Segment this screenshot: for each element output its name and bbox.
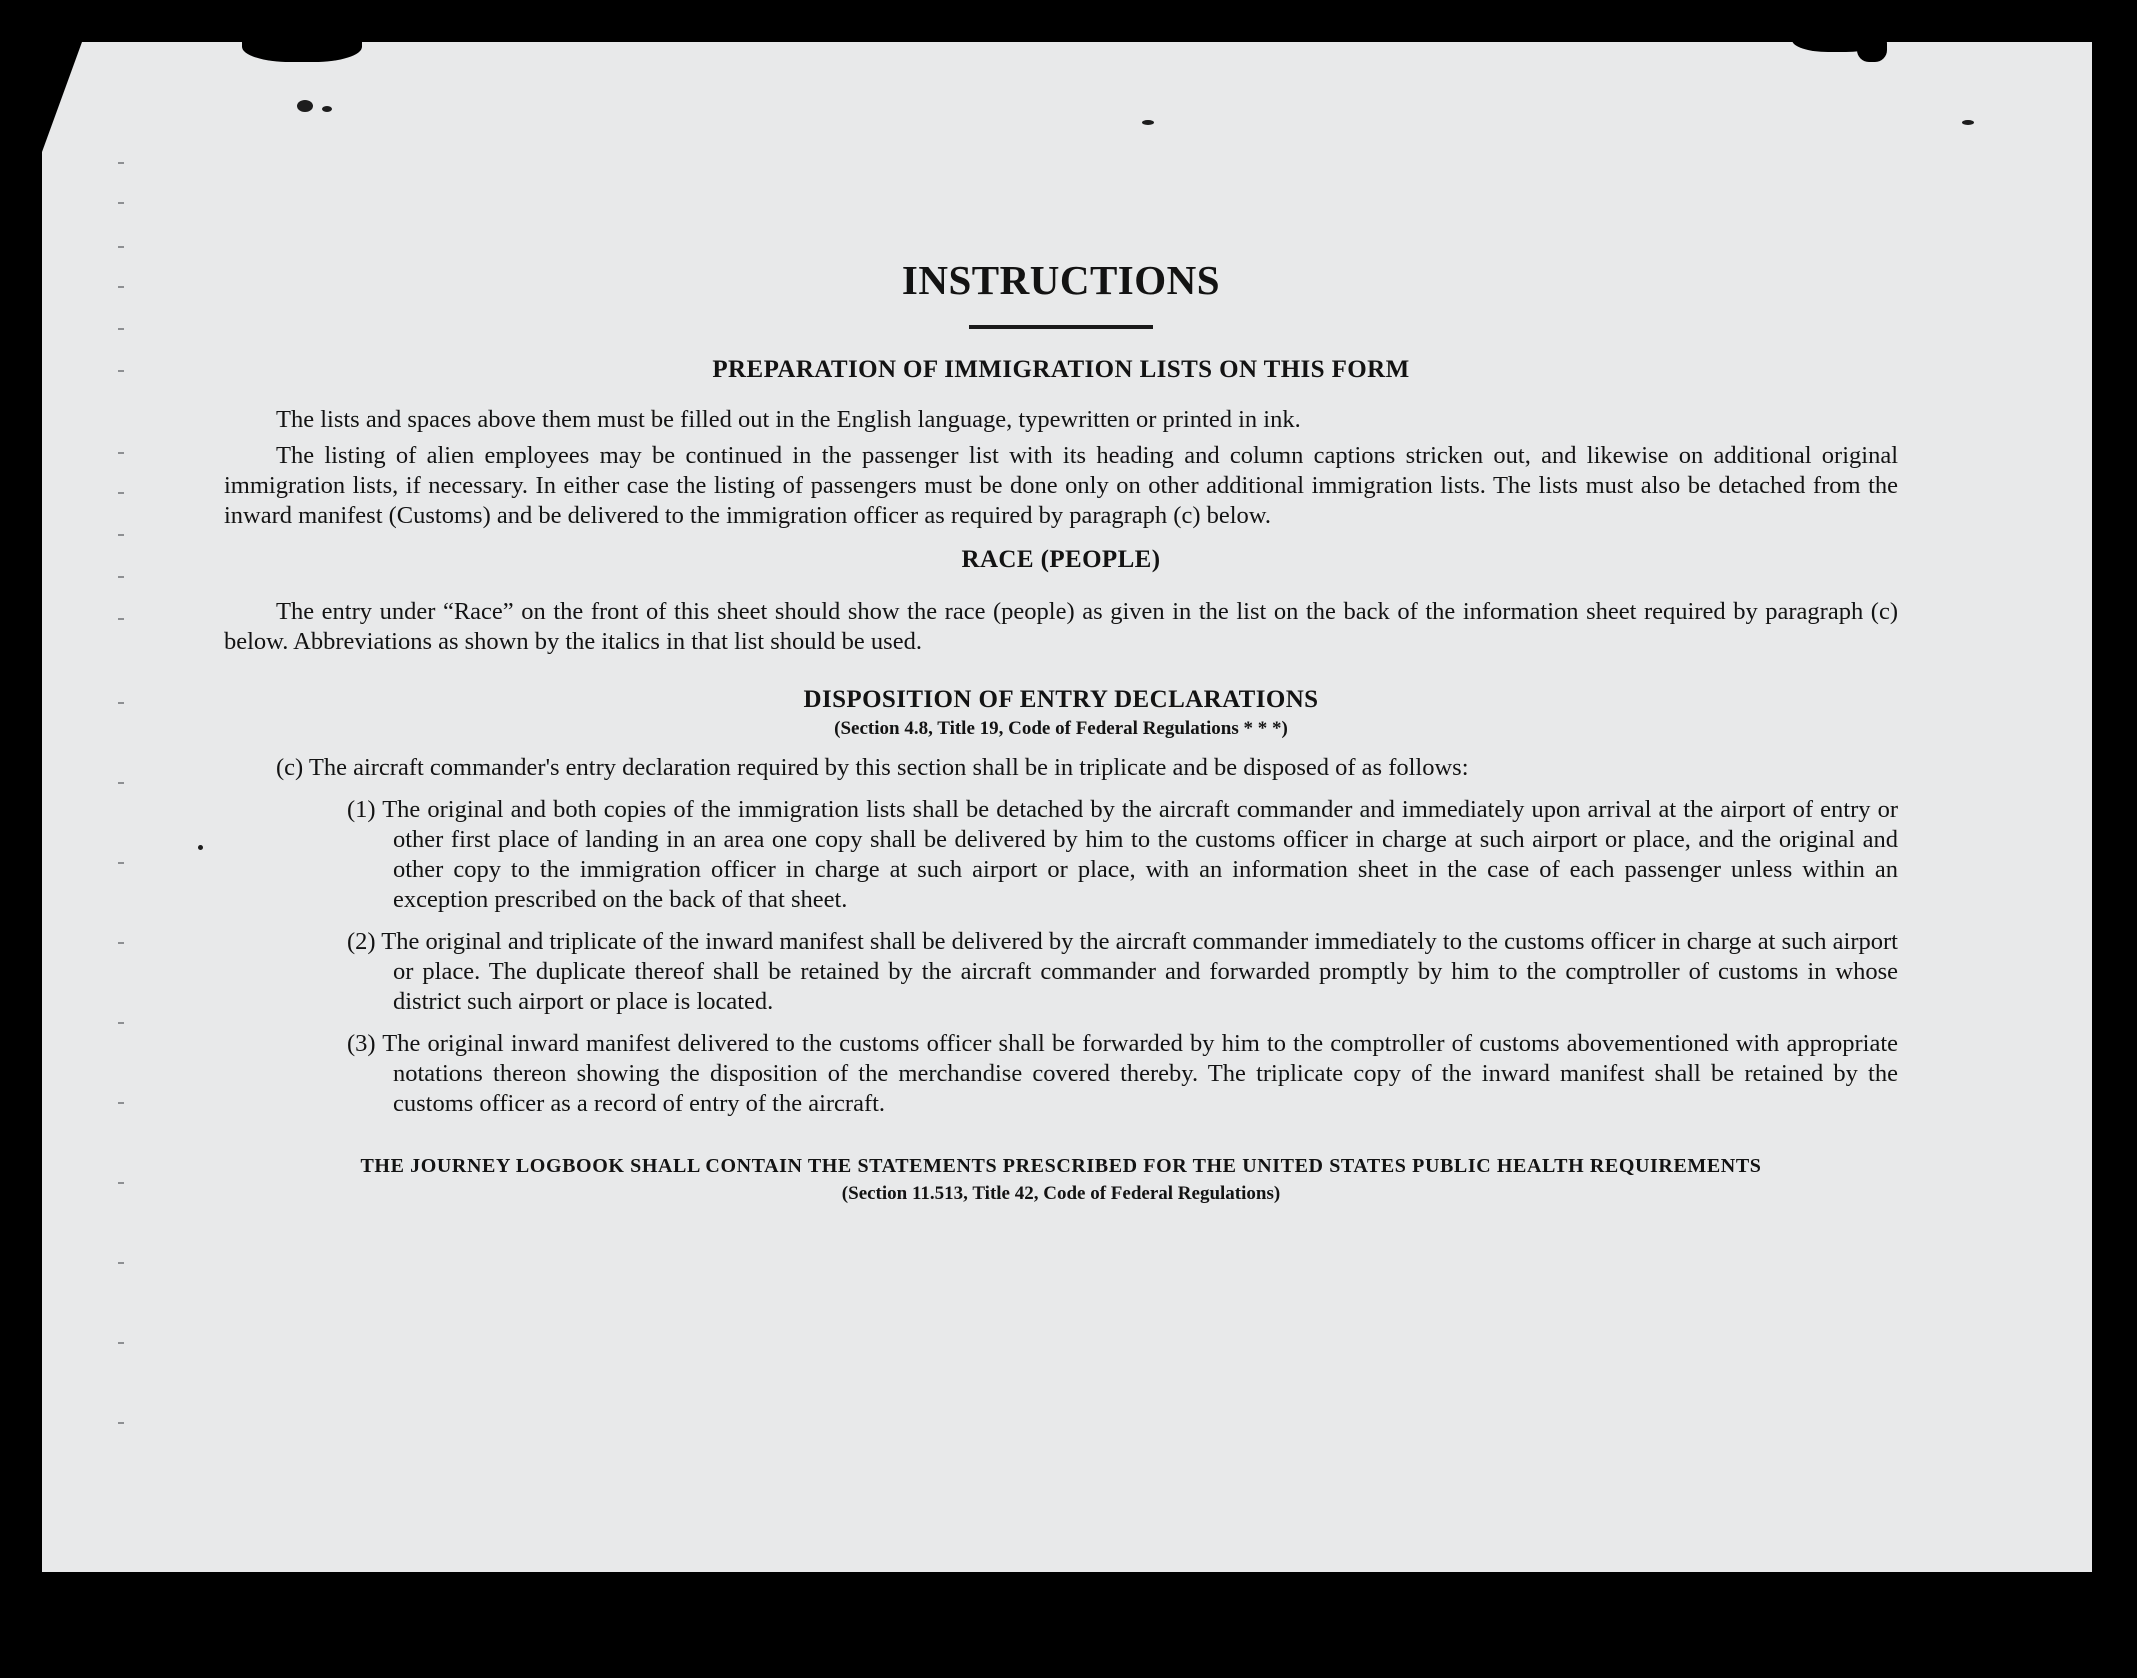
race-paragraph: The entry under “Race” on the front of this sheet should show the race (people) as given in the list on the back of the information sheet required by paragraph (c) below. Abbreviations as shown by the italics in that list should be used. — [224, 598, 1898, 655]
title-underline — [969, 325, 1153, 329]
ink-speck — [1142, 120, 1154, 125]
logbook-statement: THE JOURNEY LOGBOOK SHALL CONTAIN THE STATEMENTS PRESCRIBED FOR THE UNITED STATES PUBLIC HEALTH REQUIREMENTS — [360, 1155, 1762, 1177]
heading-race: RACE (PEOPLE) — [961, 546, 1161, 573]
preparation-paragraph-2: The listing of alien employees may be continued in the passenger list with its heading and column captions stricken out, and likewise on additional original immigration lists, if necessary. In either case the listing of passengers must be done only on other additional immigration lists. The lists must also be detached from the inward manifest (Customs) and be delivered to the immigration officer as required by paragraph (c) below. — [224, 442, 1898, 529]
paper-tear-top-left — [242, 24, 362, 62]
page-title: INSTRUCTIONS — [901, 257, 1221, 303]
ink-speck — [198, 845, 203, 850]
heading-preparation: PREPARATION OF IMMIGRATION LISTS ON THIS FORM — [712, 356, 1410, 383]
ink-speck — [322, 106, 332, 112]
logbook-reference: (Section 11.513, Title 42, Code of Federal Regulations) — [841, 1183, 1281, 1204]
disposition-item-2: (2) The original and triplicate of the inward manifest shall be delivered by the aircraft commander immediately to the customs officer in charge at such airport or place. The duplicate thereof shall be retained by the aircraft commander and forwarded promptly by him to the comptroller of customs in whose district such airport or place is located. — [347, 928, 1898, 1015]
ink-speck — [297, 100, 313, 112]
disposition-reference: (Section 4.8, Title 19, Code of Federal Regulations * * *) — [834, 718, 1288, 739]
heading-disposition: DISPOSITION OF ENTRY DECLARATIONS — [803, 686, 1319, 713]
disposition-item-1: (1) The original and both copies of the immigration lists shall be detached by the aircraft commander and immediately upon arrival at the airport of entry or other first place of landing in an area one copy shall be delivered by him to the customs officer in charge at such airport or place, and the original and other copy to the immigration officer in charge at such airport or place, with an information sheet in the case of each passenger unless within an exception prescribed on the back of that sheet. — [347, 796, 1898, 913]
preparation-paragraph-1: The lists and spaces above them must be filled out in the English language, typewritten or printed in ink. — [276, 406, 1301, 433]
paper-tear-top-far-right — [1857, 32, 1887, 62]
instructions-content — [224, 255, 1898, 1206]
disposition-intro: (c) The aircraft commander's entry declaration required by this section shall be in triplicate and be disposed of as follows: — [276, 754, 1469, 781]
disposition-item-3: (3) The original inward manifest delivered to the customs officer shall be forwarded by him to the comptroller of customs abovementioned with appropriate notations thereon showing the disposition of the merchandise covered thereby. The triplicate copy of the inward manifest shall be retained by the customs officer as a record of entry of the aircraft. — [347, 1030, 1898, 1117]
ink-speck — [1962, 120, 1974, 125]
left-edge-marks — [114, 162, 128, 1522]
